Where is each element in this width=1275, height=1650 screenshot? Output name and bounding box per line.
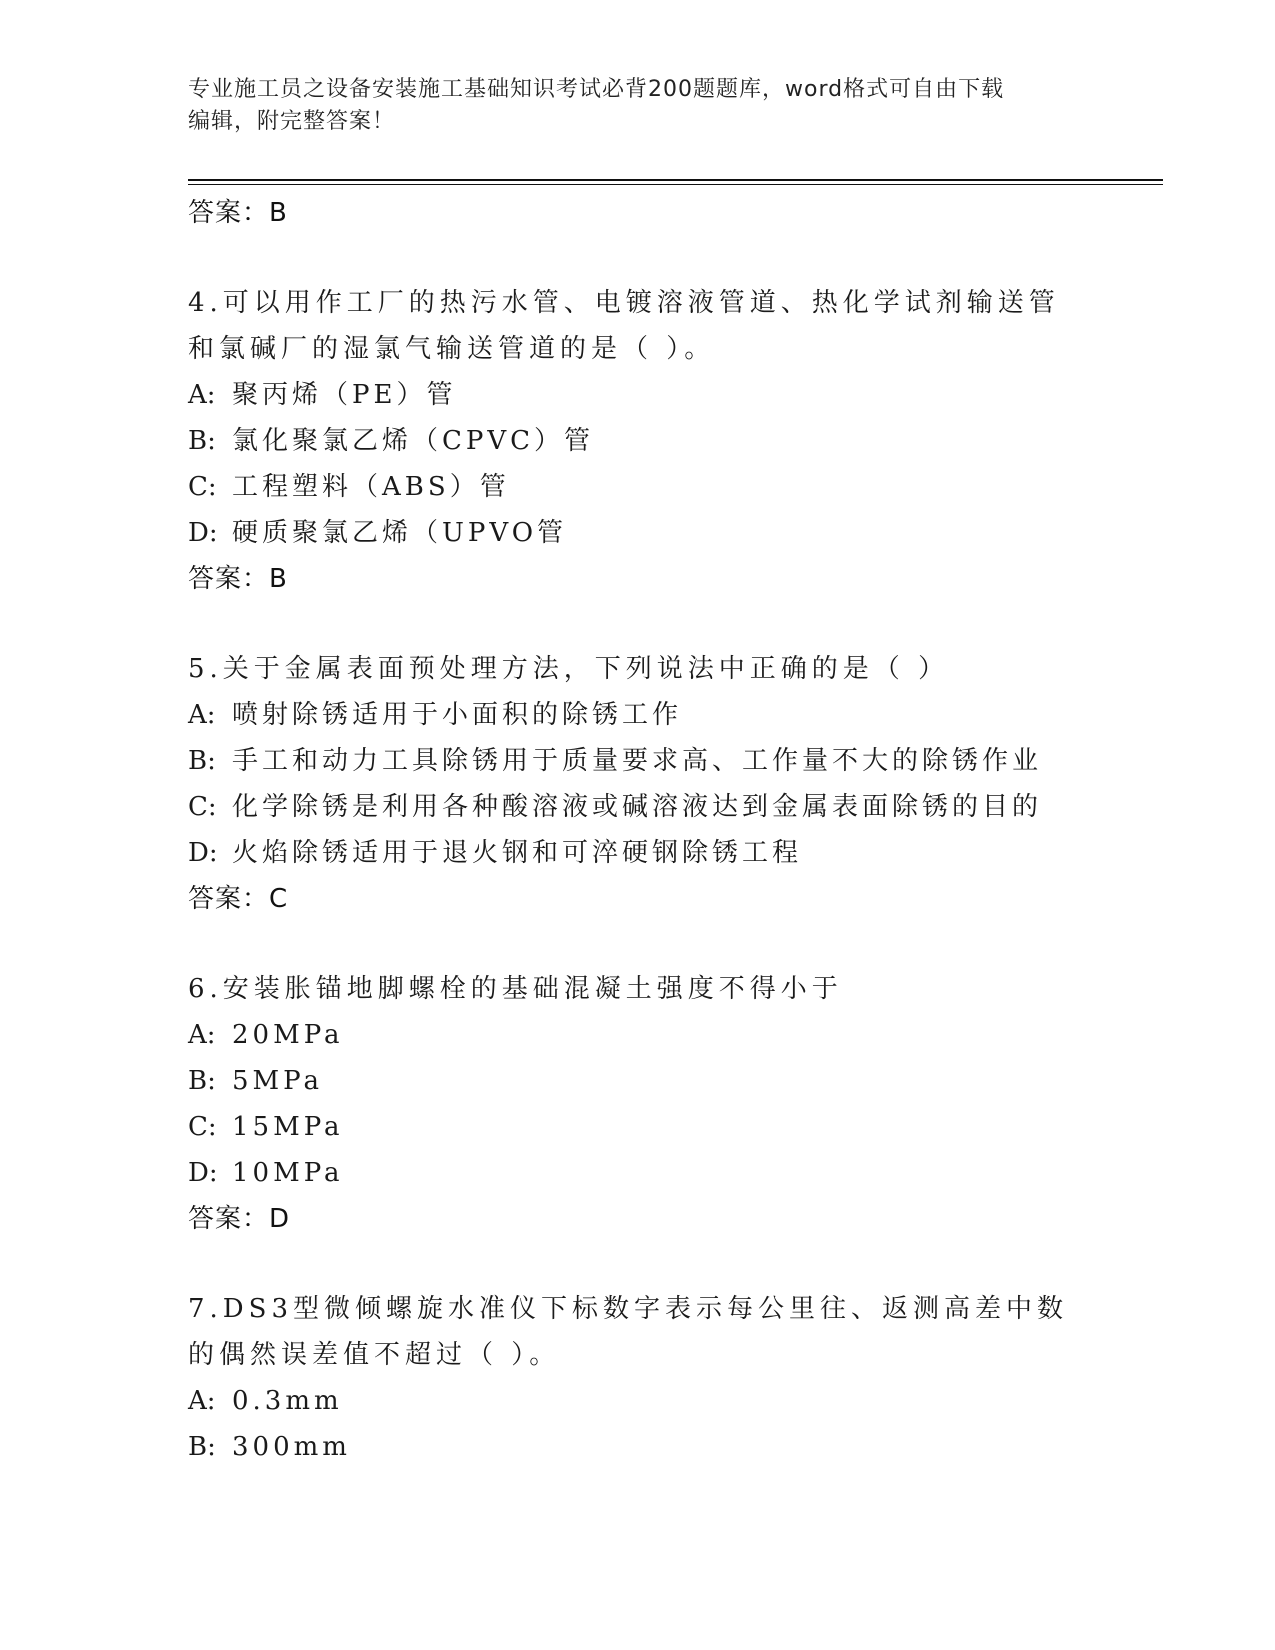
option-letter: C: [188, 472, 217, 502]
header-line-1: 专业施工员之设备安装施工基础知识考试必背200题题库，word格式可自由下载 [188, 77, 1005, 102]
option-letter: B: [188, 1432, 216, 1462]
question-block [188, 1286, 1088, 1470]
option-b [188, 738, 1088, 784]
option-letter: C: [188, 792, 217, 822]
option-letter: B: [188, 746, 216, 776]
option-b [188, 1058, 1088, 1104]
option-letter: A: [188, 1386, 216, 1416]
document-header [188, 74, 1088, 138]
question-stem: 7.DS3型微倾螺旋水准仪下标数字表示每公里往、返测高差中数的偶然误差值不超过（ ）。 [188, 1294, 1069, 1370]
question-stem: 5.关于金属表面预处理方法，下列说法中正确的是（ ） [188, 654, 950, 684]
option-text: 工程塑料（ABS）管 [232, 472, 510, 502]
option-b [188, 1424, 1088, 1470]
option-a [188, 692, 1088, 738]
option-d [188, 1150, 1088, 1196]
option-letter: B: [188, 1066, 216, 1096]
option-letter: D: [188, 1158, 218, 1188]
option-letter: D: [188, 518, 218, 548]
option-text: 聚丙烯（PE）管 [232, 380, 457, 410]
option-c [188, 1104, 1088, 1150]
option-letter: D: [188, 838, 218, 868]
option-a [188, 372, 1088, 418]
question-block [188, 646, 1088, 922]
option-letter: A: [188, 700, 216, 730]
question-stem: 4.可以用作工厂的热污水管、电镀溶液管道、热化学试剂输送管和氯碱厂的湿氯气输送管道的是（ ）。 [188, 288, 1060, 364]
option-letter: A: [188, 380, 216, 410]
option-c [188, 784, 1088, 830]
option-text: 5MPa [232, 1066, 323, 1096]
option-text: 氯化聚氯乙烯（CPVC）管 [232, 426, 595, 456]
option-a [188, 1012, 1088, 1058]
option-text: 10MPa [232, 1158, 344, 1188]
option-letter: A: [188, 1020, 216, 1050]
option-text: 15MPa [232, 1112, 344, 1142]
header-line-2: 编辑，附完整答案！ [188, 109, 396, 134]
option-text: 化学除锈是利用各种酸溶液或碱溶液达到金属表面除锈的目的 [232, 792, 1043, 822]
question-block [188, 280, 1088, 602]
answer-line: 答案：B [188, 198, 288, 228]
option-text: 20MPa [232, 1020, 344, 1050]
option-letter: B: [188, 426, 216, 456]
option-text: 火焰除锈适用于退火钢和可淬硬钢除锈工程 [232, 838, 803, 868]
answer-line: 答案：D [188, 1204, 291, 1234]
header-divider-thick [188, 179, 1163, 181]
option-a [188, 1378, 1088, 1424]
option-text: 硬质聚氯乙烯（UPVO管 [232, 518, 568, 548]
option-text: 0.3mm [232, 1386, 343, 1416]
answer-line: 答案：B [188, 564, 288, 594]
option-text: 300mm [232, 1432, 351, 1462]
question-stem: 6.安装胀锚地脚螺栓的基础混凝土强度不得小于 [188, 974, 843, 1004]
option-d [188, 510, 1088, 556]
option-d [188, 830, 1088, 876]
question-list [188, 190, 1088, 1470]
question-block [188, 966, 1088, 1242]
option-b [188, 418, 1088, 464]
header-divider-thin [188, 184, 1163, 185]
answer-line: 答案：C [188, 884, 289, 914]
option-c [188, 464, 1088, 510]
option-text: 喷射除锈适用于小面积的除锈工作 [232, 700, 683, 730]
option-letter: C: [188, 1112, 217, 1142]
option-text: 手工和动力工具除锈用于质量要求高、工作量不大的除锈作业 [232, 746, 1043, 776]
